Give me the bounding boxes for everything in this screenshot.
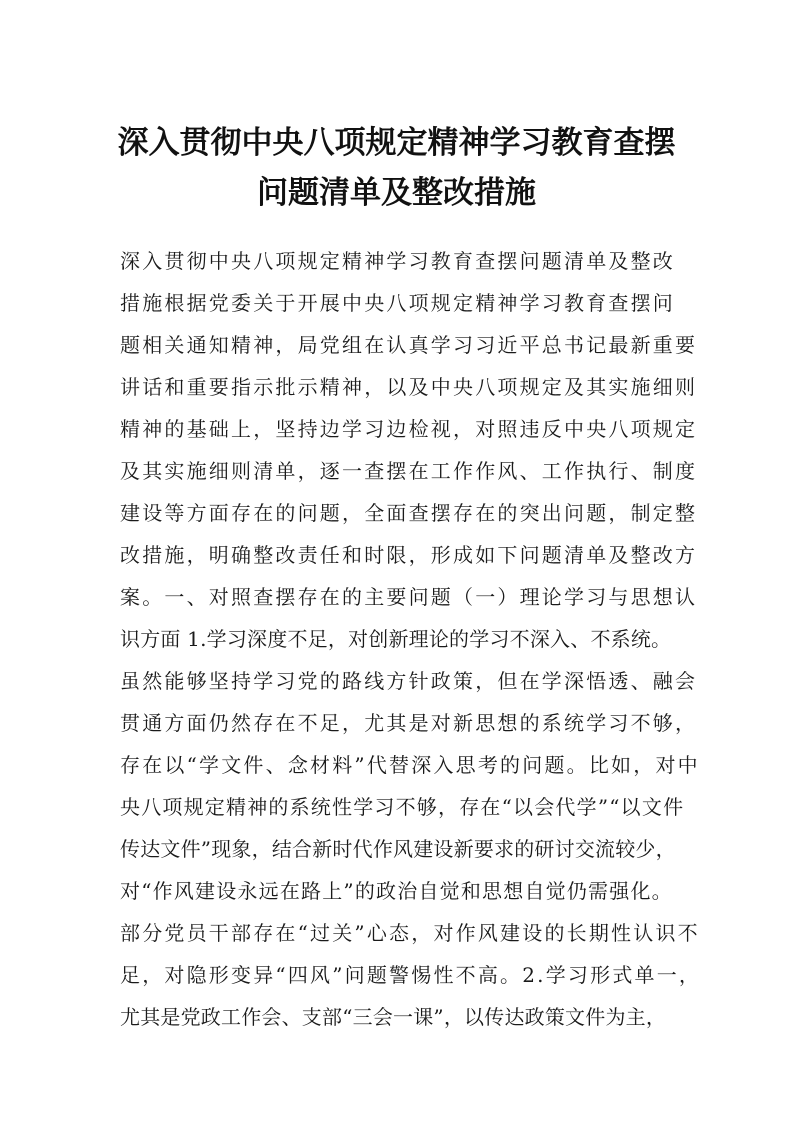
body-line: 对“作风建设永远在路上”的政治自觉和思想自觉仍需强化。 (120, 879, 673, 903)
body-line: 足，对隐形变异“四风”问题警惕性不高。2.学习形式单一， (120, 963, 702, 987)
document-body (120, 240, 702, 1038)
body-line: 题相关通知精神，局党组在认真学习习近平总书记最新重要 (120, 333, 698, 357)
body-line: 建设等方面存在的问题，全面查摆存在的突出问题，制定整 (120, 501, 698, 525)
body-line: 讲话和重要指示批示精神，以及中央八项规定及其实施细则 (120, 375, 698, 399)
body-line: 央八项规定精神的系统性学习不够，存在“以会代学”“以文件 (120, 795, 685, 819)
body-line: 措施根据党委关于开展中央八项规定精神学习教育查摆问 (120, 291, 675, 315)
body-line: 贯通方面仍然存在不足，尤其是对新思想的系统学习不够， (120, 711, 698, 735)
body-line: 案。一、对照查摆存在的主要问题（一）理论学习与思想认 (120, 585, 698, 609)
body-line: 部分党员干部存在“过关”心态，对作风建设的长期性认识不 (120, 921, 700, 945)
body-line: 精神的基础上，坚持边学习边检视，对照违反中央八项规定 (120, 417, 698, 441)
body-line: 识方面 1.学习深度不足，对创新理论的学习不深入、不系统。 (120, 627, 672, 651)
body-line: 改措施，明确整改责任和时限，形成如下问题清单及整改方 (120, 543, 698, 567)
document-title-line-2: 问题清单及整改措施 (257, 175, 536, 211)
document-title-line-1: 深入贯彻中央八项规定精神学习教育查摆 (117, 125, 676, 161)
body-line: 虽然能够坚持学习党的路线方针政策，但在学深悟透、融会 (120, 669, 698, 693)
body-line: 传达文件”现象，结合新时代作风建设新要求的研讨交流较少， (120, 837, 676, 861)
body-line: 及其实施细则清单，逐一查摆在工作作风、工作执行、制度 (120, 459, 698, 483)
body-line: 存在以“学文件、念材料”代替深入思考的问题。比如，对中 (120, 753, 700, 777)
body-line: 深入贯彻中央八项规定精神学习教育查摆问题清单及整改 (120, 249, 675, 273)
body-line: 尤其是党政工作会、支部“三会一课”，以传达政策文件为主， (120, 1005, 667, 1029)
